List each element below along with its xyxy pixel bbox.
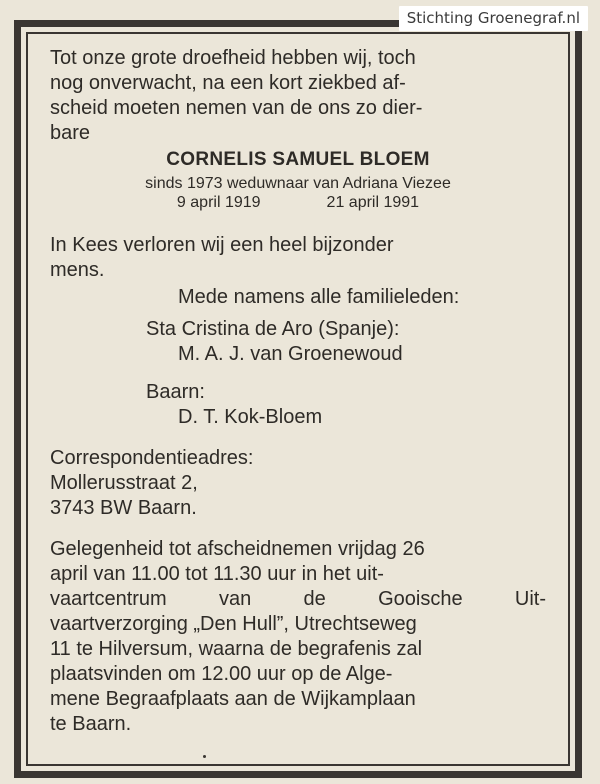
farewell-line-8: te Baarn. (50, 713, 132, 735)
person-2: D. T. Kok-Bloem (178, 406, 323, 428)
death-announcement (50, 46, 546, 737)
tribute-line-1: In Kees verloren wij een heel bijzonder (50, 234, 394, 256)
tribute-line-2: mens. (50, 259, 105, 281)
watermark-badge: Stichting Groenegraf.nl (399, 6, 588, 31)
intro-line-1: Tot onze grote droefheid hebben wij, toch (50, 47, 416, 69)
death-date: 21 april 1991 (326, 194, 420, 211)
farewell-line-2: april van 11.00 tot 11.30 uur in het uit- (50, 563, 384, 585)
place-2: Baarn: (146, 381, 205, 403)
intro-line-2: nog onverwacht, na een kort ziekbed af- (50, 72, 406, 94)
farewell-line-6: plaatsvinden om 12.00 uur op de Alge- (50, 663, 393, 685)
farewell-line-3: vaartcentrum van de Gooische Uit- (50, 588, 546, 610)
life-dates (50, 193, 546, 212)
intro-line-4: bare (50, 122, 91, 144)
farewell-line-4: vaartverzorging „Den Hull”, Utrechtseweg (50, 613, 417, 635)
intro-line-3: scheid moeten nemen van de ons zo dier- (50, 97, 423, 119)
place-1: Sta Cristina de Aro (Spanje): (146, 318, 400, 340)
birth-date: 9 april 1919 (176, 194, 261, 211)
farewell-line-7: mene Begraafplaats aan de Wijkamplaan (50, 688, 416, 710)
deceased-name: CORNELIS SAMUEL BLOEM (166, 149, 430, 170)
farewell-line-5: 11 te Hilversum, waarna de begrafenis zal (50, 638, 423, 660)
on-behalf-line: Mede namens alle familieleden: (178, 286, 460, 308)
correspondence-label: Correspondentieadres: (50, 447, 254, 469)
correspondence-street: Mollerusstraat 2, (50, 472, 198, 494)
print-speck (203, 755, 206, 758)
person-1: M. A. J. van Groenewoud (178, 343, 403, 365)
correspondence-city: 3743 BW Baarn. (50, 497, 197, 519)
farewell-line-1: Gelegenheid tot afscheidnemen vrijdag 26 (50, 538, 425, 560)
deceased-note: sinds 1973 weduwnaar van Adriana Viezee (145, 175, 451, 192)
